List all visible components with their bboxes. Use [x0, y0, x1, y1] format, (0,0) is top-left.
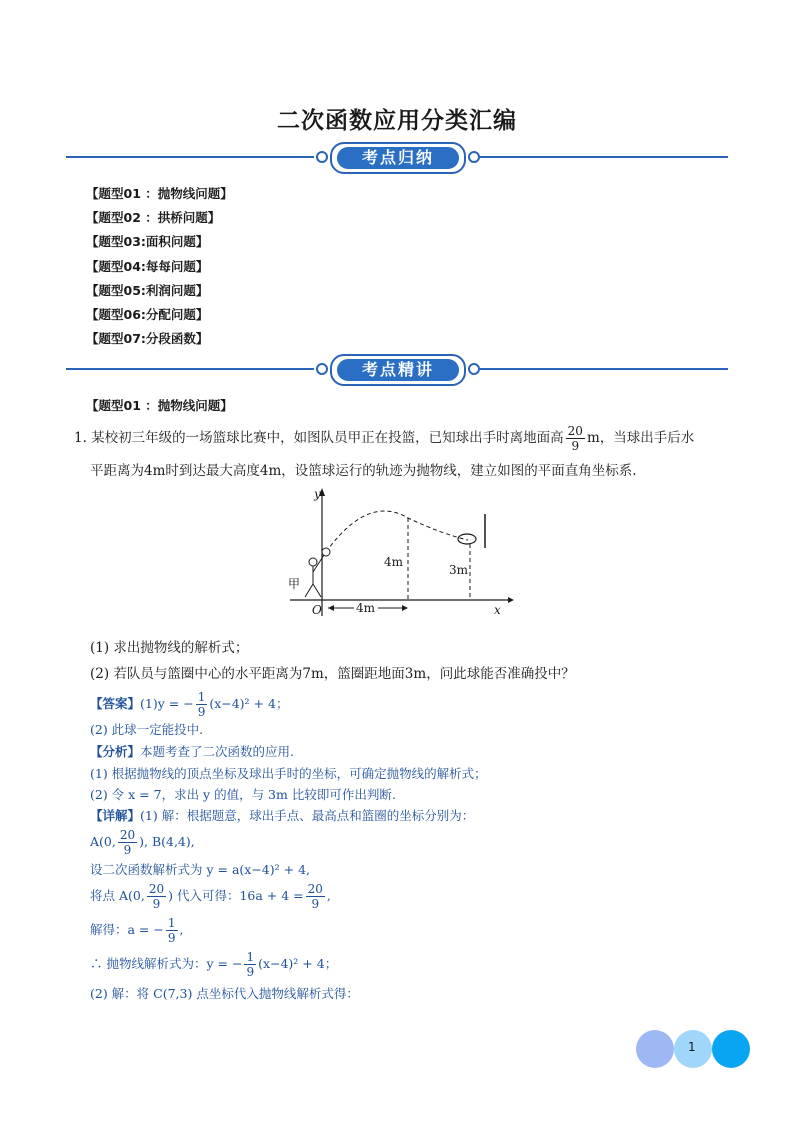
hoop	[458, 534, 476, 544]
fraction-denominator: 9	[152, 897, 161, 911]
detail-text: A(0,	[90, 834, 116, 849]
detail-text: 解得：a = −	[90, 922, 164, 937]
max-height-label: 4m	[384, 555, 404, 569]
sub-question-1: (1) 求出抛物线的解析式；	[90, 640, 249, 656]
distance-arrow-right	[402, 605, 408, 611]
banner-dot-left	[316, 151, 328, 163]
basketball-diagram	[280, 484, 520, 624]
topic-item: 【题型01 ：抛物线问题】	[86, 186, 233, 201]
x-axis-label: x	[494, 603, 501, 617]
section-banner-summary	[66, 142, 728, 172]
hoop-height-label: 3m	[449, 563, 469, 577]
fraction	[306, 882, 325, 911]
player-head	[309, 558, 317, 566]
detail-line	[90, 828, 195, 857]
detail-text: ) 代入可得：16a + 4 =	[168, 888, 304, 903]
fraction	[566, 424, 585, 453]
question-text: 1. 某校初三年级的一场篮球比赛中，如图队员甲正在投篮，已知球出手时离地面高	[74, 430, 564, 446]
distance-arrow-left	[328, 605, 334, 611]
fraction-numerator: 20	[148, 882, 165, 896]
fraction	[166, 916, 178, 945]
fraction-denominator: 9	[246, 965, 255, 979]
distance-label: 4m	[356, 601, 376, 615]
answer-tag: 【答案】	[90, 696, 141, 711]
banner-line-right	[480, 368, 728, 370]
player-label: 甲	[288, 577, 301, 591]
fraction-numerator: 1	[167, 916, 176, 930]
trajectory-curve	[326, 511, 468, 552]
question-line-1	[74, 424, 694, 453]
answer-line	[90, 690, 288, 719]
analysis-line	[90, 742, 294, 760]
answer-line: (2) 此球一定能投中.	[90, 722, 204, 737]
banner-dot-right	[468, 363, 480, 375]
detail-text: (x−4)² + 4；	[258, 956, 338, 971]
fraction	[244, 950, 256, 979]
fraction-denominator: 9	[311, 897, 320, 911]
detail-line	[90, 806, 474, 824]
banner-label: 考点归纳	[337, 147, 459, 169]
fraction-numerator: 20	[567, 424, 583, 438]
banner-pill	[330, 142, 466, 174]
analysis-line: (2) 令 x = 7，求出 y 的值，与 3m 比较即可作出判断.	[90, 787, 396, 802]
question-text: m，当球出手后水	[586, 430, 695, 446]
analysis-line: (1) 根据抛物线的顶点坐标及球出手时的坐标，可确定抛物线的解析式；	[90, 766, 487, 781]
answer-text: (x−4)² + 4；	[209, 696, 289, 711]
banner-line-right	[480, 156, 728, 158]
fraction	[118, 828, 137, 857]
banner-dot-left	[316, 363, 328, 375]
banner-line-left	[66, 368, 314, 370]
y-axis-label: y	[314, 487, 321, 501]
topic-item: 【题型07:分段函数】	[86, 331, 209, 347]
fraction-numerator: 20	[119, 828, 136, 842]
detail-line	[90, 882, 331, 911]
topic-list	[86, 182, 233, 351]
detail-text: ,	[326, 888, 331, 903]
page-number: 1	[688, 1040, 696, 1054]
analysis-text: 本题考查了二次函数的应用.	[140, 744, 294, 759]
detail-text: ), B(4,4),	[139, 834, 195, 849]
banner-dot-right	[468, 151, 480, 163]
fraction-numerator: 20	[307, 882, 323, 896]
page-number-badge	[636, 1028, 756, 1068]
sub-question-2: (2) 若队员与篮圈中心的水平距离为7m，篮圈距地面3m，问此球能否准确投中？	[90, 666, 575, 682]
detail-line: (2) 解：将 C(7,3) 点坐标代入抛物线解析式得：	[90, 986, 359, 1001]
badge-circle	[712, 1030, 750, 1068]
banner-pill	[330, 354, 466, 386]
analysis-tag: 【分析】	[90, 744, 141, 759]
detail-text: (1) 解：根据题意，球出手点、最高点和篮圈的坐标分别为：	[140, 808, 475, 823]
fraction-numerator: 1	[246, 950, 255, 964]
section-banner-detail	[66, 354, 728, 384]
player-leg	[313, 584, 321, 597]
detail-line: 设二次函数解析式为 y = a(x−4)² + 4,	[90, 862, 310, 877]
detail-text: 将点 A(0,	[90, 888, 145, 903]
ball	[322, 548, 330, 556]
detail-tag: 【详解】	[90, 808, 141, 823]
fraction	[196, 690, 208, 719]
topic-item: 【题型05:利润问题】	[86, 282, 209, 298]
fraction	[147, 882, 166, 911]
fraction-denominator: 9	[167, 931, 176, 945]
question-line-2: 平距离为4m时到达最大高度4m，设篮球运行的轨迹为抛物线，建立如图的平面直角坐标系.	[90, 463, 637, 479]
player-leg	[305, 584, 313, 597]
x-axis-arrow	[508, 597, 514, 603]
detail-text: ∴ 抛物线解析式为：y = −	[90, 956, 243, 971]
fraction-denominator: 9	[123, 843, 132, 857]
origin-label: O	[312, 603, 322, 617]
document-title: 二次函数应用分类汇编	[277, 108, 517, 134]
banner-line-left	[66, 156, 314, 158]
topic-item: 【题型03:面积问题】	[86, 234, 209, 250]
topic-item: 【题型02 ：拱桥问题】	[86, 210, 221, 226]
section-heading: 【题型01 ：抛物线问题】	[86, 398, 233, 413]
fraction-numerator: 1	[197, 690, 206, 704]
detail-text: ,	[179, 922, 184, 937]
detail-line	[90, 916, 183, 945]
badge-circle	[636, 1030, 674, 1068]
topic-item: 【题型04:每每问题】	[86, 258, 209, 274]
answer-text: (1)y = −	[140, 696, 194, 711]
banner-label: 考点精讲	[337, 359, 459, 381]
topic-item: 【题型06:分配问题】	[86, 306, 209, 322]
fraction-denominator: 9	[197, 705, 206, 719]
fraction-denominator: 9	[571, 439, 580, 453]
detail-line	[90, 950, 337, 979]
